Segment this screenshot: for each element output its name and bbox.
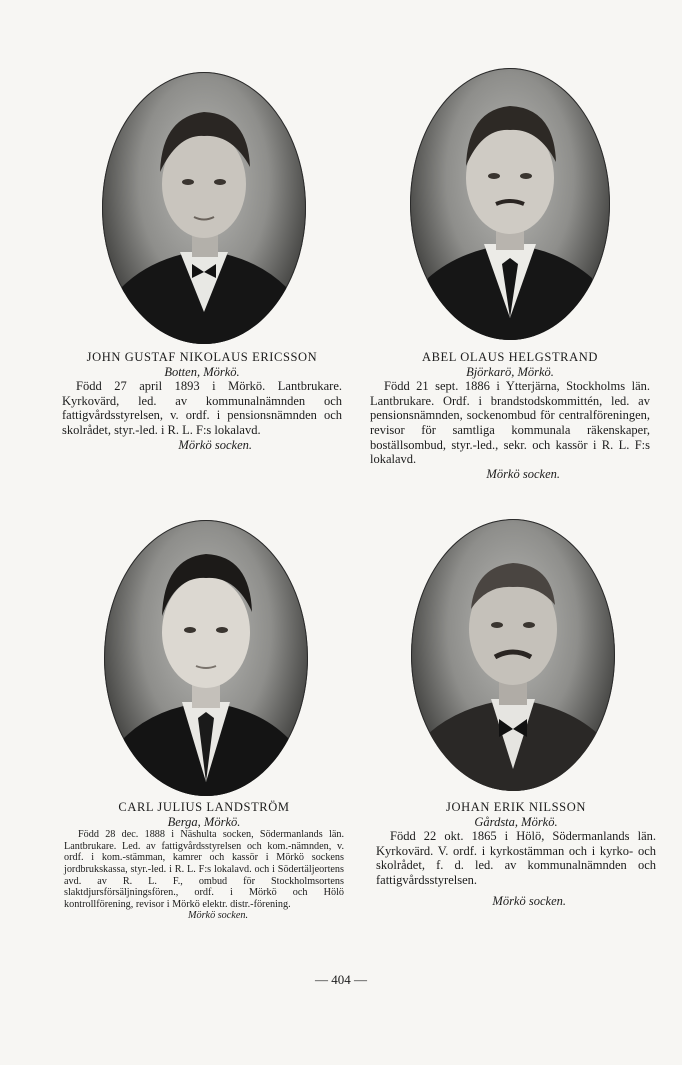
person-biography: Född 27 april 1893 i Mörkö. Lantbrukare. Kyrkovärd, led. av kommunalnämnden och fattigvårdsstyrelsen, v. ordf. i pensionsnämnden och skolrådet, styr.-led. i R. L. F:s lokalavd. — [62, 379, 342, 437]
person-biography: Född 21 sept. 1886 i Ytterjärna, Stockholms län. Lantbrukare. Ordf. i brandstodskommittén, led. av pensionsnämnden, sockenombud för centralföreningen, revisor för samtliga kommunala räkenskaper, boställsombud, styr.-led., sekr. och kassör i R. L. F:s lokalavd. — [370, 379, 650, 467]
portrait-photo-nilsson — [411, 519, 615, 791]
portrait-figure — [411, 519, 615, 791]
portrait-photo-ericsson — [102, 72, 306, 344]
parish-label: Mörkö socken. — [178, 437, 252, 452]
parish-label: Mörkö socken. — [188, 910, 248, 922]
person-residence: Botten, Mörkö. — [164, 364, 240, 379]
portrait-photo-helgstrand — [410, 68, 610, 340]
parish-label: Mörkö socken. — [486, 466, 560, 481]
person-name: JOHN GUSTAF NIKOLAUS ERICSSON — [86, 350, 318, 364]
entry-nilsson — [376, 800, 656, 908]
entry-landstrom — [64, 800, 344, 922]
person-name: ABEL OLAUS HELGSTRAND — [421, 350, 599, 364]
portrait-figure — [104, 520, 308, 796]
portrait-photo-landstrom — [104, 520, 308, 796]
entry-ericsson — [62, 350, 342, 452]
entry-helgstrand — [370, 350, 650, 481]
portrait-figure — [410, 68, 610, 340]
portrait-figure — [102, 72, 306, 344]
person-name: CARL JULIUS LANDSTRÖM — [118, 800, 290, 814]
person-residence: Björkarö, Mörkö. — [466, 364, 554, 379]
person-residence: Gårdsta, Mörkö. — [474, 814, 558, 829]
page-number: — 404 — — [315, 972, 367, 987]
person-biography: Född 22 okt. 1865 i Hölö, Södermanlands län. Kyrkovärd. V. ordf. i kyrkostämman och i kyrko- och skolrådet, f. d. led. av kommunalnämnden och fattigvårdsstyrelsen. — [376, 829, 656, 887]
parish-label: Mörkö socken. — [492, 893, 566, 908]
person-name: JOHAN ERIK NILSSON — [446, 800, 586, 814]
person-residence: Berga, Mörkö. — [167, 814, 241, 829]
person-biography: Född 28 dec. 1888 i Näshulta socken, Södermanlands län. Lantbrukare. Led. av fattigvårdsstyrelsen och kom.-nämnden, v. ordf. i kom.-stämman, kamrer och kassör i Mörkö sockens jordbrukskassa, styr.-led. i R. L. F:s lokalavd. och i Södertäljeortens avd. av R. L. F., ombud för Stockholmsortens slaktdjursförsäljningsfören., ordf. i Mörkö och Hölö kontrollförening, revisor i Mörkö elektr. distr.-förening. — [64, 829, 344, 910]
